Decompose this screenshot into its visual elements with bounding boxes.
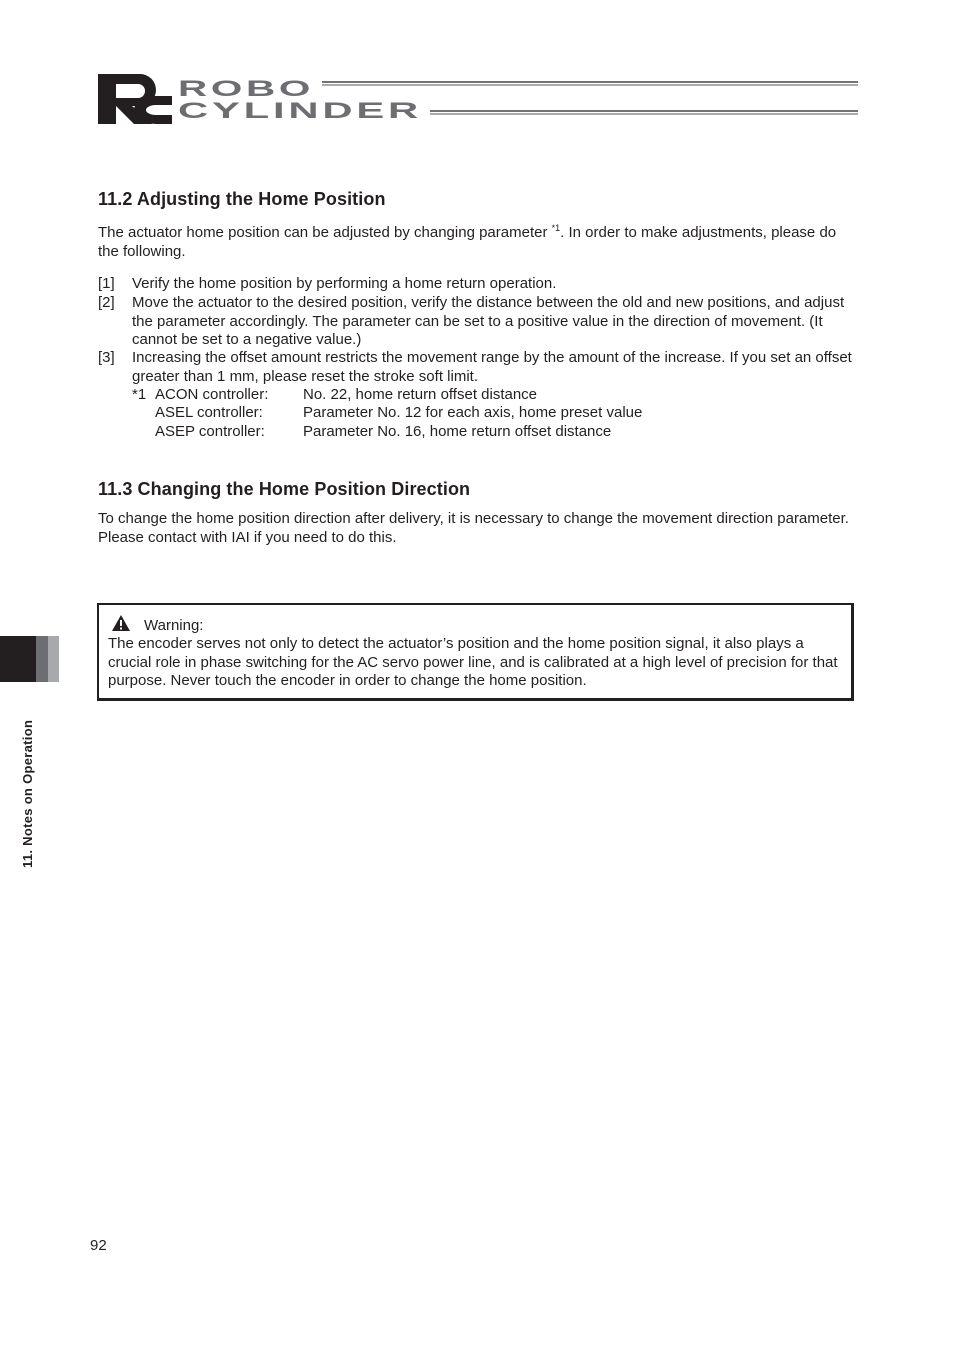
footnote-ref: *1 <box>551 223 561 233</box>
side-chapter-label: 11. Notes on Operation <box>20 719 35 868</box>
note-controller-acon: ACON controller: <box>155 386 269 403</box>
intro-text-after: . In order to make adjustments, please do the following. <box>98 224 837 260</box>
list-item-number: [3] <box>98 349 115 366</box>
robo-cylinder-logo <box>96 72 860 126</box>
note-controller-asel: ASEL controller: <box>155 404 263 421</box>
list-item-text: Move the actuator to the desired position, verify the distance between the old and new positions, and adjust the parameter accordingly. The parameter can be set to a positive value in the direction of movement. (It cannot be set to a negative value.) <box>132 294 845 348</box>
warning-text: The encoder serves not only to detect the actuator’s position and the home position signal, it also plays a crucial role in phase switching for the AC servo power line, and is calibrated at a high level of precision for that purpose. Never touch the encoder in order to change the home position. <box>108 635 838 689</box>
section-11-2-title: 11.2 Adjusting the Home Position <box>98 189 386 209</box>
side-tab-block <box>0 636 36 682</box>
rc-monogram-icon <box>98 74 172 124</box>
logo-text-cylinder: CYLINDER <box>178 98 422 123</box>
section-11-3-title: 11.3 Changing the Home Position Direction <box>98 479 471 499</box>
list-item-text: Increasing the offset amount restricts the movement range by the amount of the increase. If you set an offset greater than 1 mm, please reset the stroke soft limit. <box>132 349 852 385</box>
warning-triangle-icon <box>111 614 131 632</box>
list-item-text: Verify the home position by performing a home return operation. <box>132 275 557 292</box>
footnote-mark: *1 <box>132 386 147 403</box>
warning-box <box>97 603 854 701</box>
list-item-number: [2] <box>98 294 115 311</box>
note-value-asep: Parameter No. 16, home return offset distance <box>303 423 612 440</box>
page-number: 92 <box>90 1237 107 1254</box>
note-controller-asep: ASEP controller: <box>155 423 265 440</box>
warning-label: Warning: <box>144 617 204 634</box>
note-value-acon: No. 22, home return offset distance <box>303 386 538 403</box>
side-tab-block <box>48 636 59 682</box>
section-11-2-intro <box>98 219 858 261</box>
intro-text-before: The actuator home position can be adjusted by changing parameter <box>98 224 552 241</box>
note-value-asel: Parameter No. 12 for each axis, home preset value <box>303 404 643 421</box>
side-tab-block <box>36 636 48 682</box>
list-item-number: [1] <box>98 275 115 292</box>
logo-text-robo: ROBO <box>178 76 314 101</box>
section-11-3-body: To change the home position direction after delivery, it is necessary to change the movement direction parameter. Please contact with IAI if you need to do this. <box>98 510 849 546</box>
